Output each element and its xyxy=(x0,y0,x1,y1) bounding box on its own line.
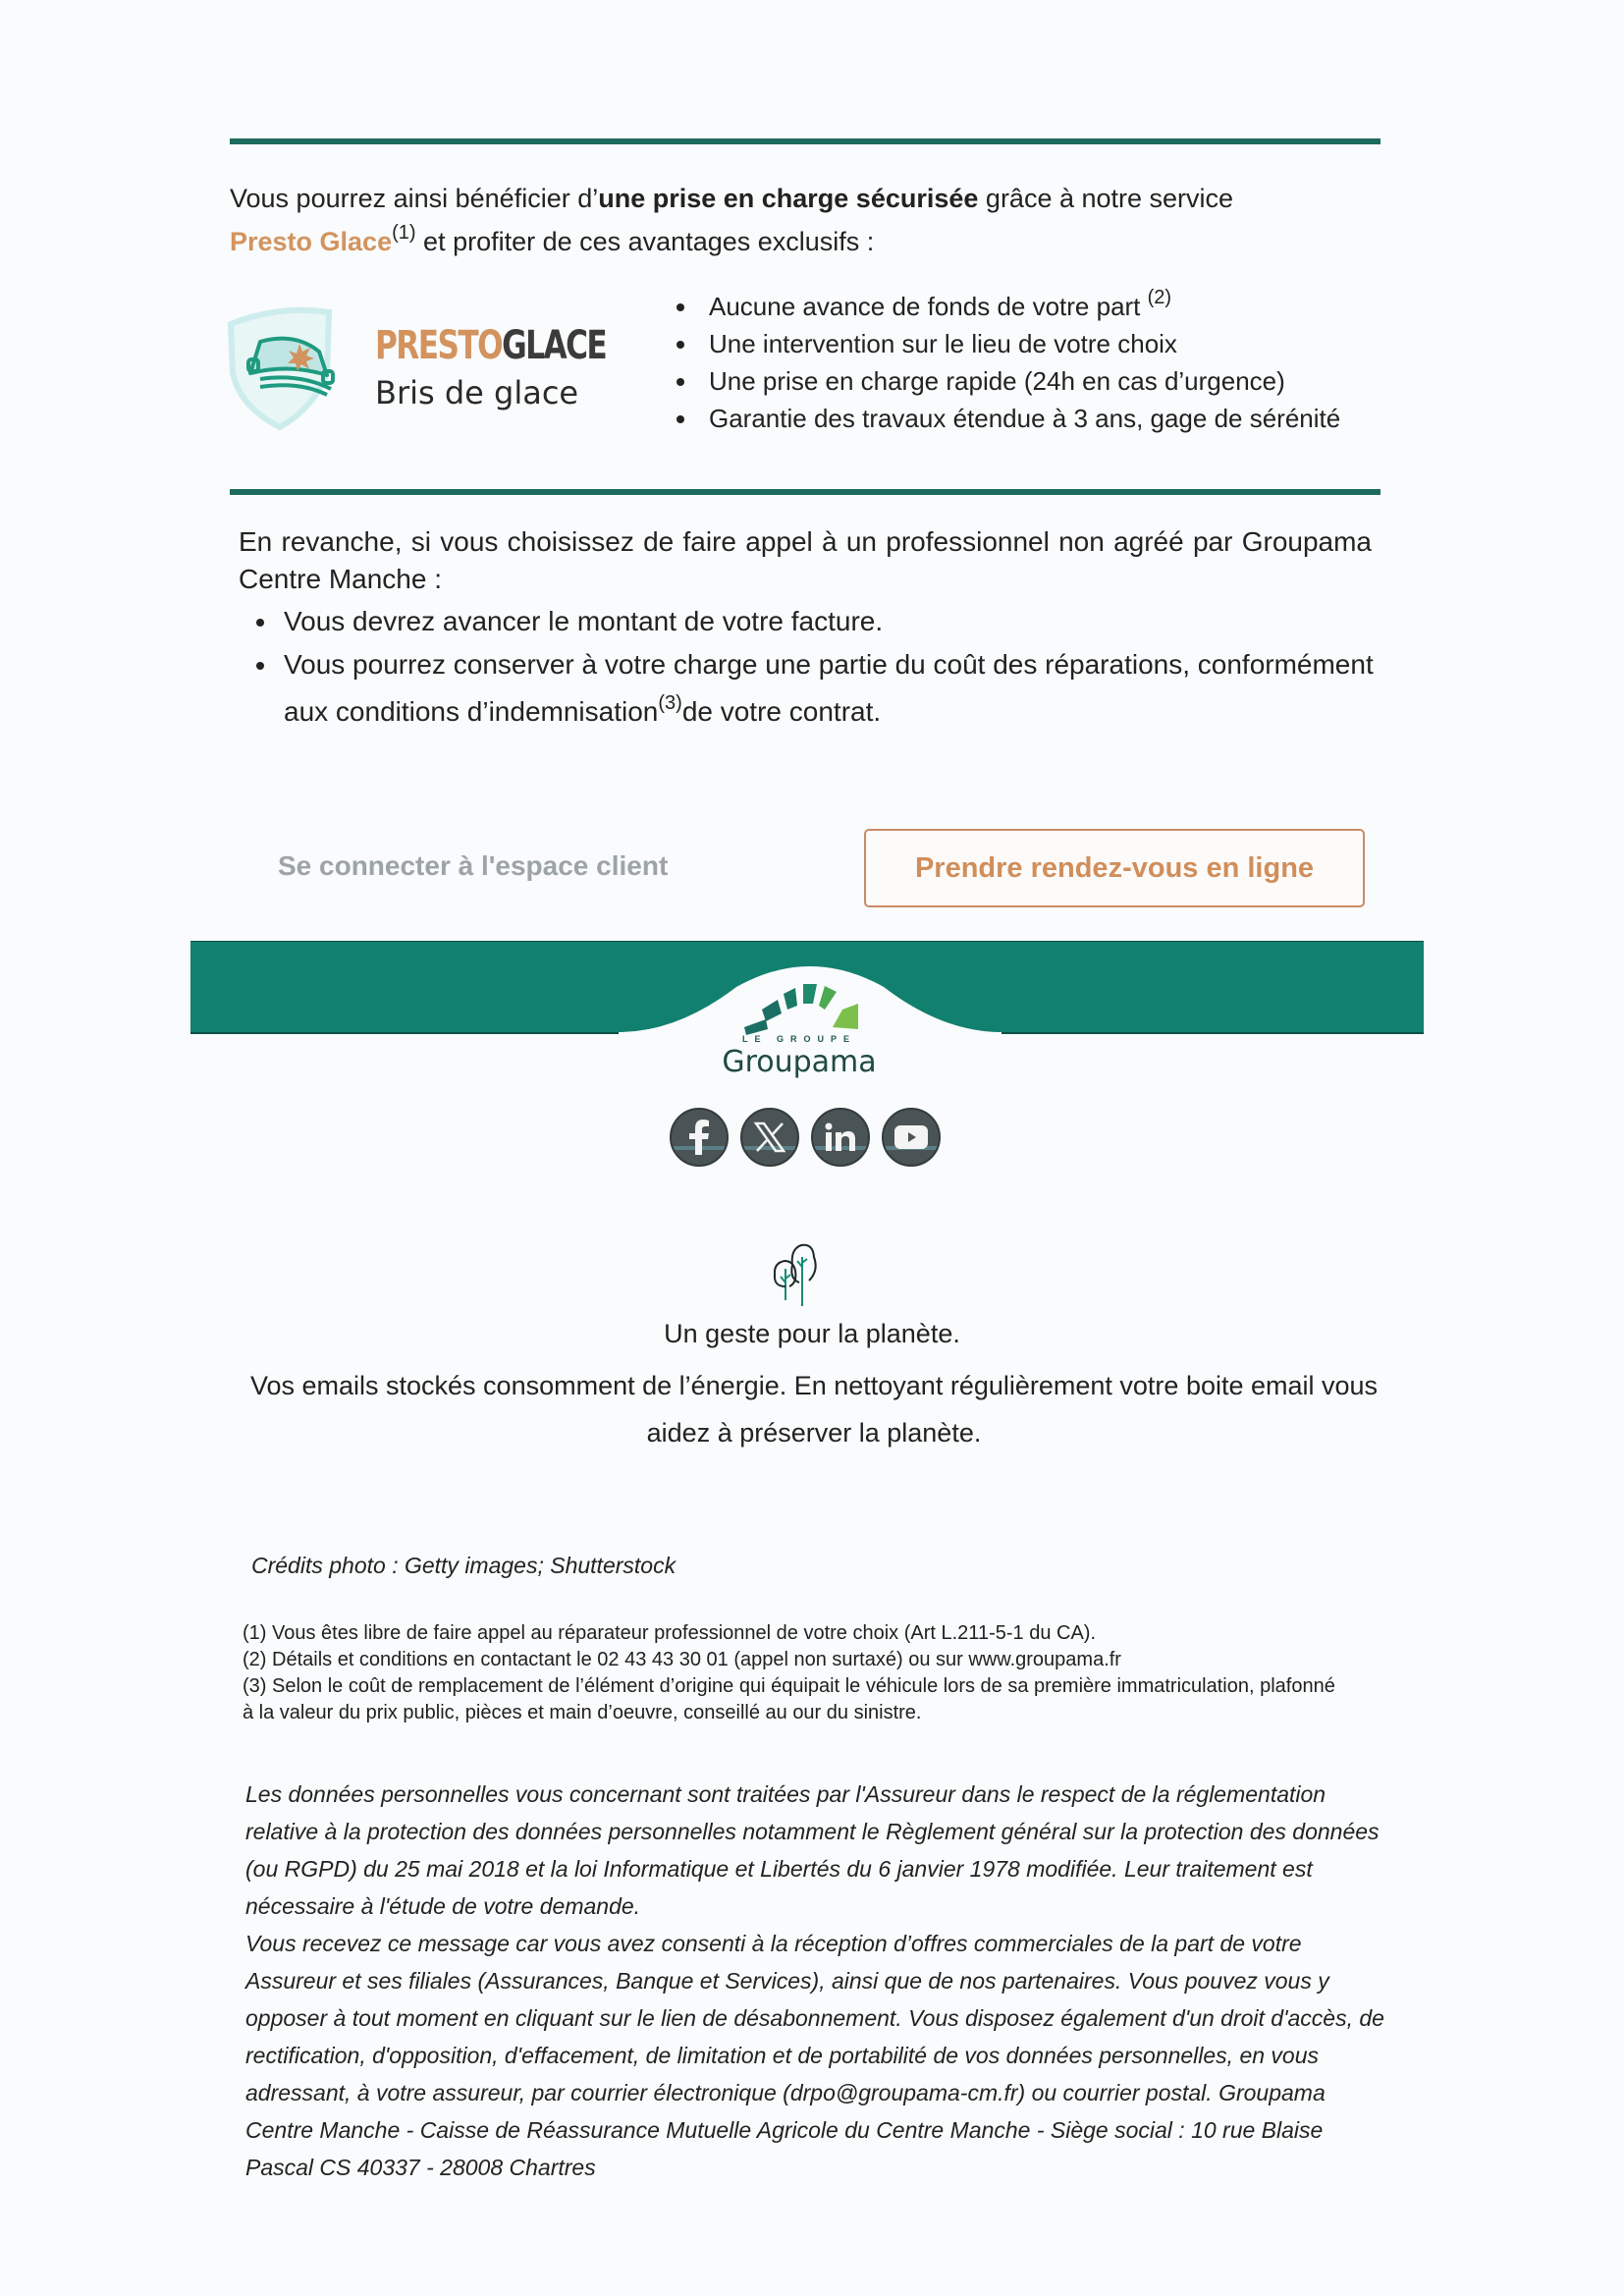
intro-text-end: et profiter de ces avantages exclusifs : xyxy=(415,227,875,256)
footnote-1: (1) Vous êtes libre de faire appel au réparateur professionnel de votre choix (Art L.211-5-1 du CA). xyxy=(243,1622,1096,1644)
alternative-paragraph: En revanche, si vous choisissez de faire appel à un professionnel non agréé par Groupama Centre Manche : xyxy=(239,526,1372,594)
alternative-item xyxy=(279,641,1379,736)
alternative-item xyxy=(279,602,1379,641)
benefit-item xyxy=(699,288,1340,325)
alternative-text-after: de votre contrat. xyxy=(681,696,882,727)
logo-title-presto: PRESTO xyxy=(375,323,503,368)
logo-title xyxy=(375,322,606,369)
eco-text: Vos emails stockés consomment de l’énergie. En nettoyant régulièrement votre boite email vous aidez à préserver la planète. xyxy=(249,1371,1379,1448)
alternative-section xyxy=(239,523,1372,736)
trees-icon xyxy=(772,1239,831,1308)
social-links xyxy=(670,1108,941,1167)
alternative-list xyxy=(247,602,1379,736)
footnote-ref-1: (1) xyxy=(392,222,416,244)
benefits-list xyxy=(668,288,1340,437)
logo-subtitle: Bris de glace xyxy=(375,374,579,411)
benefit-text: Garantie des travaux étendue à 3 ans, gage de sérénité xyxy=(709,404,1341,433)
eco-title: Un geste pour la planète. xyxy=(664,1319,960,1348)
youtube-icon[interactable] xyxy=(882,1108,941,1167)
footnote-3: (3) Selon le coût de remplacement de l’élément d’origine qui équipait le véhicule lors de sa première immatriculation, plafonné à la valeur du prix public, pièces et main d’oeuvre, conseillé au our du sinistre. xyxy=(243,1675,1335,1723)
alternative-text: Vous pourrez conserver à votre charge une partie du coût des réparations, conformément aux conditions d’indemnisation xyxy=(284,649,1374,727)
linkedin-icon[interactable] xyxy=(811,1108,870,1167)
benefit-item xyxy=(699,362,1340,400)
client-space-login-link[interactable]: Se connecter à l'espace client xyxy=(278,850,669,881)
presto-glace-logo xyxy=(221,304,633,432)
footnote-ref-2: (2) xyxy=(1147,287,1172,308)
benefit-text: Une intervention sur le lieu de votre choix xyxy=(709,329,1177,358)
groupama-brand xyxy=(701,1034,897,1080)
logo-title-glace: GLACE xyxy=(502,323,607,368)
service-name: Presto Glace xyxy=(230,227,393,256)
intro-paragraph xyxy=(230,177,1388,263)
benefit-text: Une prise en charge rapide (24h en cas d’urgence) xyxy=(709,366,1285,396)
groupama-wordmark: Groupama xyxy=(722,1045,877,1079)
benefit-item xyxy=(699,325,1340,362)
intro-text: Vous pourrez ainsi bénéficier d’ xyxy=(230,184,599,213)
windshield-star-icon xyxy=(221,304,368,432)
photo-credits: Crédits photo : Getty images; Shutterstock xyxy=(251,1553,677,1578)
intro-text-after: grâce à notre service xyxy=(978,184,1234,213)
benefit-text: Aucune avance de fonds de votre part xyxy=(709,292,1148,321)
legal-notice xyxy=(245,1776,1384,2186)
intro-bold: une prise en charge sécurisée xyxy=(598,184,979,213)
facebook-icon[interactable] xyxy=(670,1108,729,1167)
benefit-item xyxy=(699,400,1340,437)
book-appointment-button[interactable]: Prendre rendez-vous en ligne xyxy=(864,829,1365,907)
middle-divider xyxy=(230,489,1380,495)
alternative-text: Vous devrez avancer le montant de votre facture. xyxy=(284,606,884,636)
footnote-ref-3: (3) xyxy=(658,692,682,714)
groupama-logo-icon xyxy=(734,980,872,1035)
footnotes xyxy=(243,1620,1342,1726)
le-groupe-label: LE GROUPE xyxy=(741,1034,856,1044)
legal-paragraph: Vous recevez ce message car vous avez consenti à la réception d’offres commerciales de la part de votre Assureur et ses filiales (Assurances, Banque et Services), ainsi que de nos partenaires. Vous pouvez vous y opposer à tout moment en cliquant sur le lien de désabonnement. Vous disposez également d'un droit d'accès, de rectification, d'opposition, d'effacement, de limitation et de portabilité de vos données personnelles, en vous adressant, à votre assureur, par courrier électronique (drpo@groupama-cm.fr) ou courrier postal. Groupama Centre Manche - Caisse de Réassurance Mutuelle Agricole du Centre Manche - Siège social : 10 rue Blaise Pascal CS 40337 - 28008 Chartres xyxy=(245,1931,1384,2180)
top-divider xyxy=(230,138,1380,144)
footnote-2: (2) Détails et conditions en contactant le 02 43 43 30 01 (appel non surtaxé) ou sur www.groupama.fr xyxy=(243,1649,1121,1670)
x-icon[interactable] xyxy=(740,1108,799,1167)
logo-text xyxy=(375,322,672,412)
legal-paragraph: Les données personnelles vous concernant sont traitées par l'Assureur dans le respect de la réglementation relative à la protection des données personnelles notamment le Règlement général sur la protection des données (ou RGPD) du 25 mai 2018 et la loi Informatique et Libertés du 6 janvier 1978 modifiée. Leur traitement est nécessaire à l'étude de votre demande. xyxy=(245,1781,1380,1919)
